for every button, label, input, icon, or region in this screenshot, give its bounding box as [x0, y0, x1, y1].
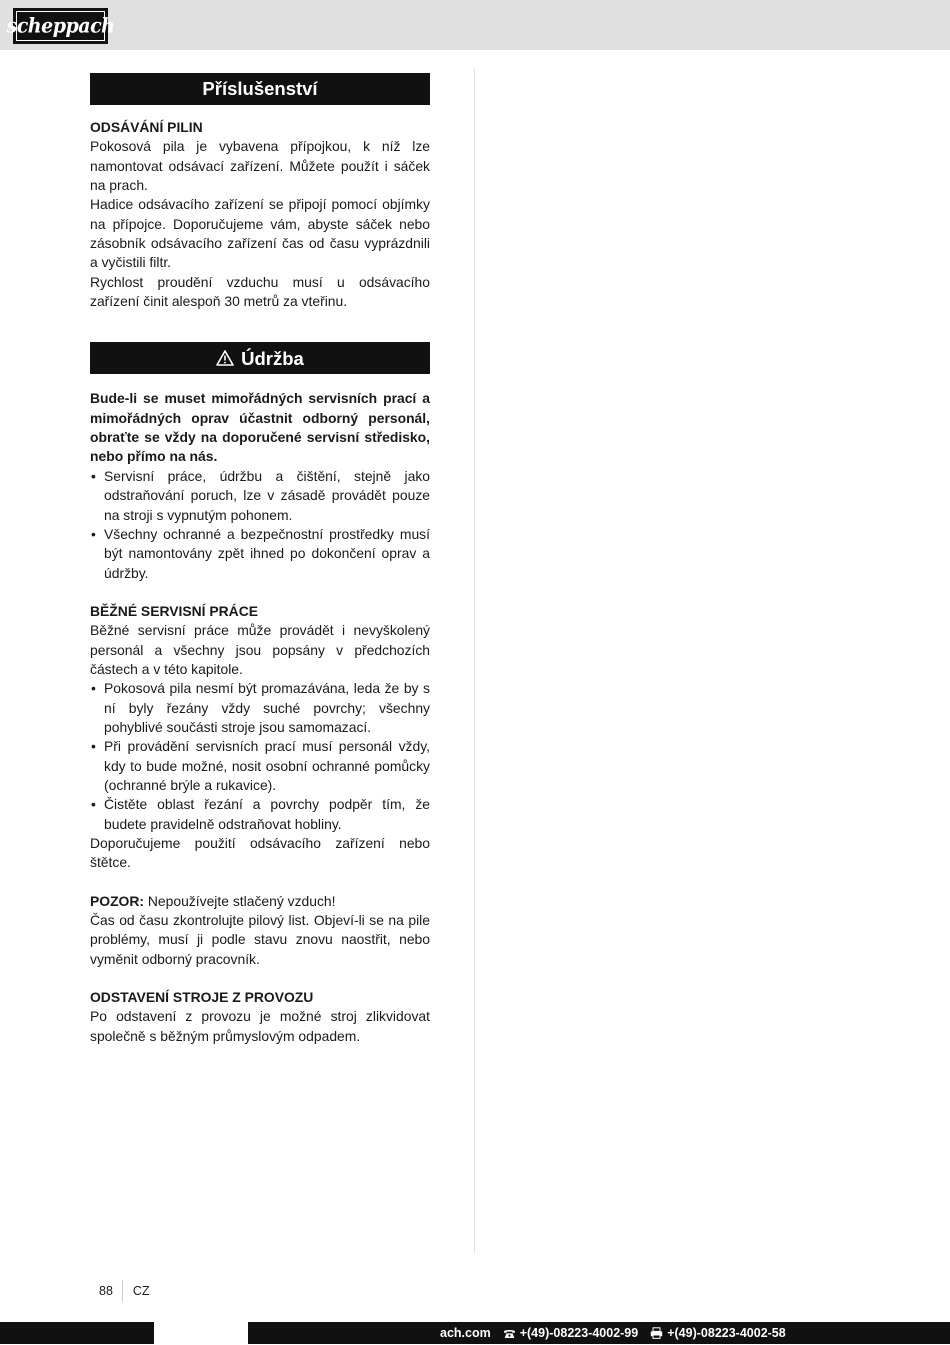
list-item: • Při provádění servisních prací musí personál vždy, kdy to bude možné, nosit osobní ochranné pomůcky (ochranné brýle a rukavice). [90, 737, 430, 795]
contact-bar-gap [154, 1322, 248, 1344]
section-title-maintenance: Údržba [90, 342, 430, 374]
telephone-icon [503, 1328, 516, 1339]
contact-info [440, 1322, 940, 1344]
language-code: CZ [132, 1284, 150, 1298]
brand-logo-text: scheppach [6, 13, 115, 39]
maintenance-intro: Bude-li se muset mimořádných servisních prací a mimořádných oprav účastnit odborný personál, obraťte se vždy na doporučené servisní středisko, nebo přímo na nás. [90, 390, 430, 465]
paragraph: Po odstavení z provozu je možné stroj zlikvidovat společně s běžným průmyslovým odpadem. [90, 1008, 430, 1044]
list-item: • Servisní práce, údržbu a čištění, stejně jako odstraňování poruch, lze v zásadě provádět pouze na stroji s vypnutým pohonem. [90, 467, 430, 525]
page-footer [99, 1280, 150, 1302]
column-divider [474, 68, 475, 1253]
caution-paragraph [90, 892, 430, 911]
section-title-accessories: Příslušenství [90, 73, 430, 105]
paragraph: Pokosová pila je vybavena přípojkou, k níž lze namontovat odsávací zařízení. Můžete použít i sáček na prach. [90, 138, 430, 194]
warning-triangle-icon [216, 350, 234, 366]
header-bar [0, 0, 950, 50]
fax-icon [650, 1327, 663, 1339]
heading-decommission: ODSTAVENÍ STROJE Z PROVOZU [90, 989, 314, 1006]
page-number: 88 [99, 1280, 123, 1302]
brand-logo [6, 8, 115, 44]
caution-text: Nepoužívejte stlačený vzduch! [144, 892, 336, 909]
list-item: • Všechny ochranné a bezpečnostní prostředky musí být namontovány zpět ihned po dokončení oprav a údržby. [90, 525, 430, 583]
maintenance-bullets [90, 467, 430, 583]
caution-label: POZOR: [90, 892, 145, 909]
paragraph: Čas od času zkontrolujte pilový list. Objeví-li se na pile problémy, musí ji podle stavu znovu naostřit, nebo vyměnit odborný pracovník. [90, 912, 430, 967]
fax: +(49)-08223-4002-58 [650, 1326, 786, 1340]
heading-dust-extraction: ODSÁVÁNÍ PILIN [90, 119, 203, 135]
paragraph: Rychlost proudění vzduchu musí u odsávacího zařízení činit alespoň 30 metrů za vteřinu. [90, 273, 430, 310]
list-item: • Čistěte oblast řezání a povrchy podpěr tím, že budete pravidelně odstraňovat hobliny. [90, 795, 430, 834]
left-column [90, 73, 430, 1046]
routine-bullets [90, 679, 430, 834]
heading-routine-service: BĚŽNÉ SERVISNÍ PRÁCE [90, 602, 259, 619]
paragraph: Doporučujeme použití odsávacího zařízení nebo štětce. [90, 835, 430, 871]
paragraph: Hadice odsávacího zařízení se připojí pomocí objímky na přípojce. Doporučujeme vám, abyste sáček nebo zásobník odsávacího zařízení čas od času vyprázdnili a vyčistili filtr. [90, 196, 430, 271]
paragraph: Běžné servisní práce může provádět i nevyškolený personál a všechny jsou popsány v předchozích částech a v této kapitole. [90, 622, 430, 677]
list-item: • Pokosová pila nesmí být promazávána, leda že by s ní byly řezány vždy suché povrchy; všechny pohyblivé součásti stroje jsou samomazací. [90, 679, 430, 737]
website: ach.com [440, 1326, 491, 1340]
phone: +(49)-08223-4002-99 [503, 1326, 639, 1340]
